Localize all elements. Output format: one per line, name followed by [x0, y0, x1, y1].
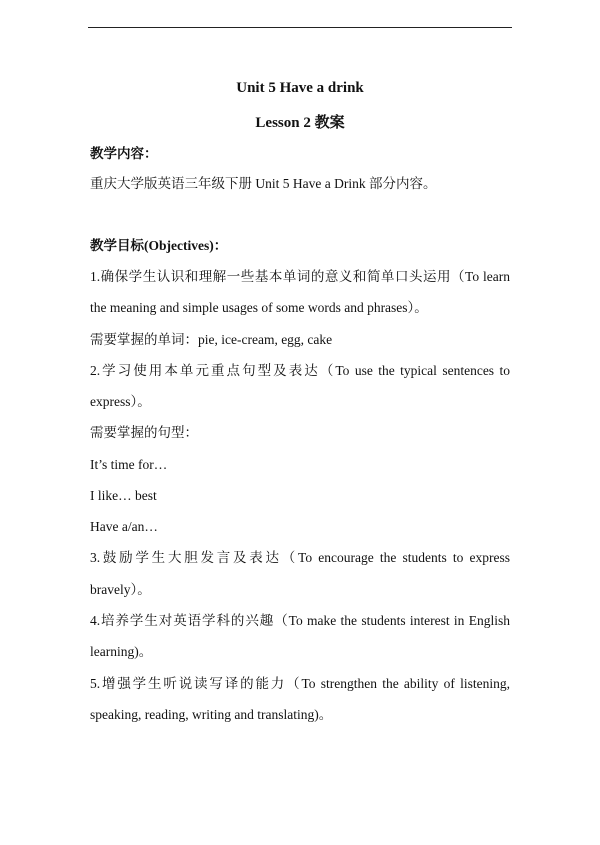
objective-5-line-2: speaking, reading, writing and translating)。 [90, 707, 333, 722]
objective-4-line-1: 4.培养学生对英语学科的兴趣（To make the students interest in English [90, 613, 510, 628]
objective-1-line-2: the meaning and simple usages of some words and phrases）。 [90, 300, 428, 315]
required-words: 需要掌握的单词：pie, ice-cream, egg, cake [90, 332, 333, 347]
objective-2-line-1: 2.学习使用本单元重点句型及表达（To use the typical sentences to [90, 363, 510, 378]
objective-2-line-2: express）。 [90, 394, 151, 409]
objective-4-line-2: learning)。 [90, 644, 153, 659]
objective-1-line-1: 1.确保学生认识和理解一些基本单词的意义和简单口头运用（To learn [90, 269, 510, 284]
content-text: 重庆大学版英语三年级下册 Unit 5 Have a Drink 部分内容。 [90, 176, 437, 191]
objective-5-line-1: 5.增强学生听说读写译的能力（To strengthen the ability of listening, [90, 676, 510, 691]
sentences-heading: 需要掌握的句型： [90, 425, 198, 440]
document-title: Unit 5 Have a drink [236, 80, 364, 96]
content-heading: 教学内容： [90, 146, 158, 161]
sentence-pattern-3: Have a/an… [90, 519, 158, 534]
objectives-heading: 教学目标(Objectives)： [90, 238, 228, 253]
header-rule [88, 27, 512, 28]
objective-3-line-2: bravely）。 [90, 582, 151, 597]
lesson-subtitle: Lesson 2 教案 [255, 115, 345, 131]
sentence-pattern-2: I like… best [90, 488, 157, 503]
sentence-pattern-1: It’s time for… [90, 457, 168, 472]
objective-3-line-1: 3.鼓励学生大胆发言及表达（To encourage the students to express [90, 550, 510, 565]
